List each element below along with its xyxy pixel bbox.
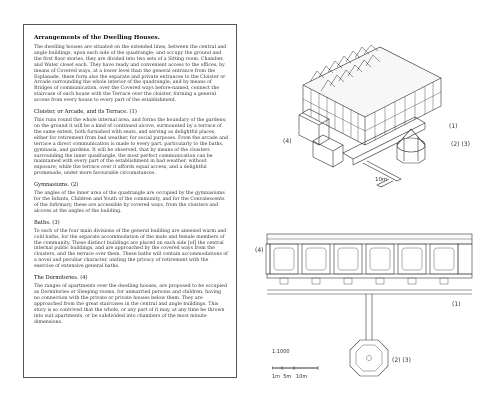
section-title: Arrangements of the Dwelling Houses. [34,35,160,41]
baths-heading: Baths. (3) [34,219,60,226]
cloister-paragraph: This runs round the whole internal area, and forms the boundary of the gardens; on the ground it will be a kind of continued alcove, surmounted by a terrace of the same extent, both furnished with seats, and serving as delightful places, either for retirement from bad weather, for social purposes. From the arcade and terrace a direct communication is made to every part, particularly to the baths, gymnasia, and gardens. It will be observed, that by means of the cloisters surrounding the inner quadrangle, the most perfect communication can be maintained with every part of the establishment in bad weather, without exposure; while the terrace over it affords equal access, and a delightful promenade, under more favourable circumstances. [34,118,228,177]
text-panel [23,24,237,378]
label-2-3: (2) (3) [392,357,411,364]
label-1: (1) [452,301,461,308]
scale-ticks: 1m 5m 10m [272,374,308,380]
cloister-heading: Cloister, or Arcade, and its Terrace. (1) [34,109,137,116]
isometric-diagram [255,45,483,195]
scale-line [272,366,320,370]
gymnasium-heading: Gymnasiums. (2) [34,182,79,189]
label-2-3: (2) (3) [451,141,470,148]
scale-ratio: 1:1000 [272,349,290,355]
intro-paragraph: The dwelling houses are situated on the extended lines, between the central and angle buildings, upon each side of the quadrangle; and occupy the ground and the first floor stories, they are divided into two sets of a Sitting room, Chamber, and Water closet each. They have ready and convenient access to the offices, by means of Covered ways, at a lower level than the general entrance from the Esplanade, these form also the separate and private entrances to the Cloister or Arcade surrounding the whole interior of the quadrangle; and by means of Bridges of communication, over the Covered ways before-named, connect the staircase of each house with the Terrace over the cloister, forming a general access from every house to every part of the establishment. [34,45,227,104]
label-4: (4) [255,247,264,254]
label-4: (4) [283,138,292,145]
dormitories-heading: The Dormitories. (4) [34,275,88,282]
baths-paragraph: To each of the four main divisions of the general building are annexed warm and cold baths, for the separate accommodation of the male and female members of the community. These distinct buildings are placed on each side [of] the central internal public buildings, and are approached by the covered ways from the cloisters, and the terrace over them. These baths will contain accommodations of a novel and peculiar character, uniting the privacy of retirement with the exercise of extensive general baths. [34,228,228,270]
label-1: (1) [449,123,458,130]
gymnasium-paragraph: The angles of the inner area of the quadrangle are occupied by the gymnasiums for the Infants, Children and Youth of the community, and for the Convalescents of the Infirmary, these are accessible by covered ways, from the cloisters and alcoves at the angles of the building. [34,191,225,214]
dormitories-paragraph: The ranges of apartments over the dwelling houses, are proposed to be occupied as Dormitories or Sleeping rooms, for unmarried persons and children; having no connection with the private or private houses below them. They are approached from the great staircases in the central and angle buildings. This story is so contrived that the whole, or any part of it may, at any time be thrown into suit apartments, or be subdivided into chambers of the most minute dimensions. [34,284,227,325]
scale-bar [272,349,320,380]
label-10m: 10m [375,177,388,183]
